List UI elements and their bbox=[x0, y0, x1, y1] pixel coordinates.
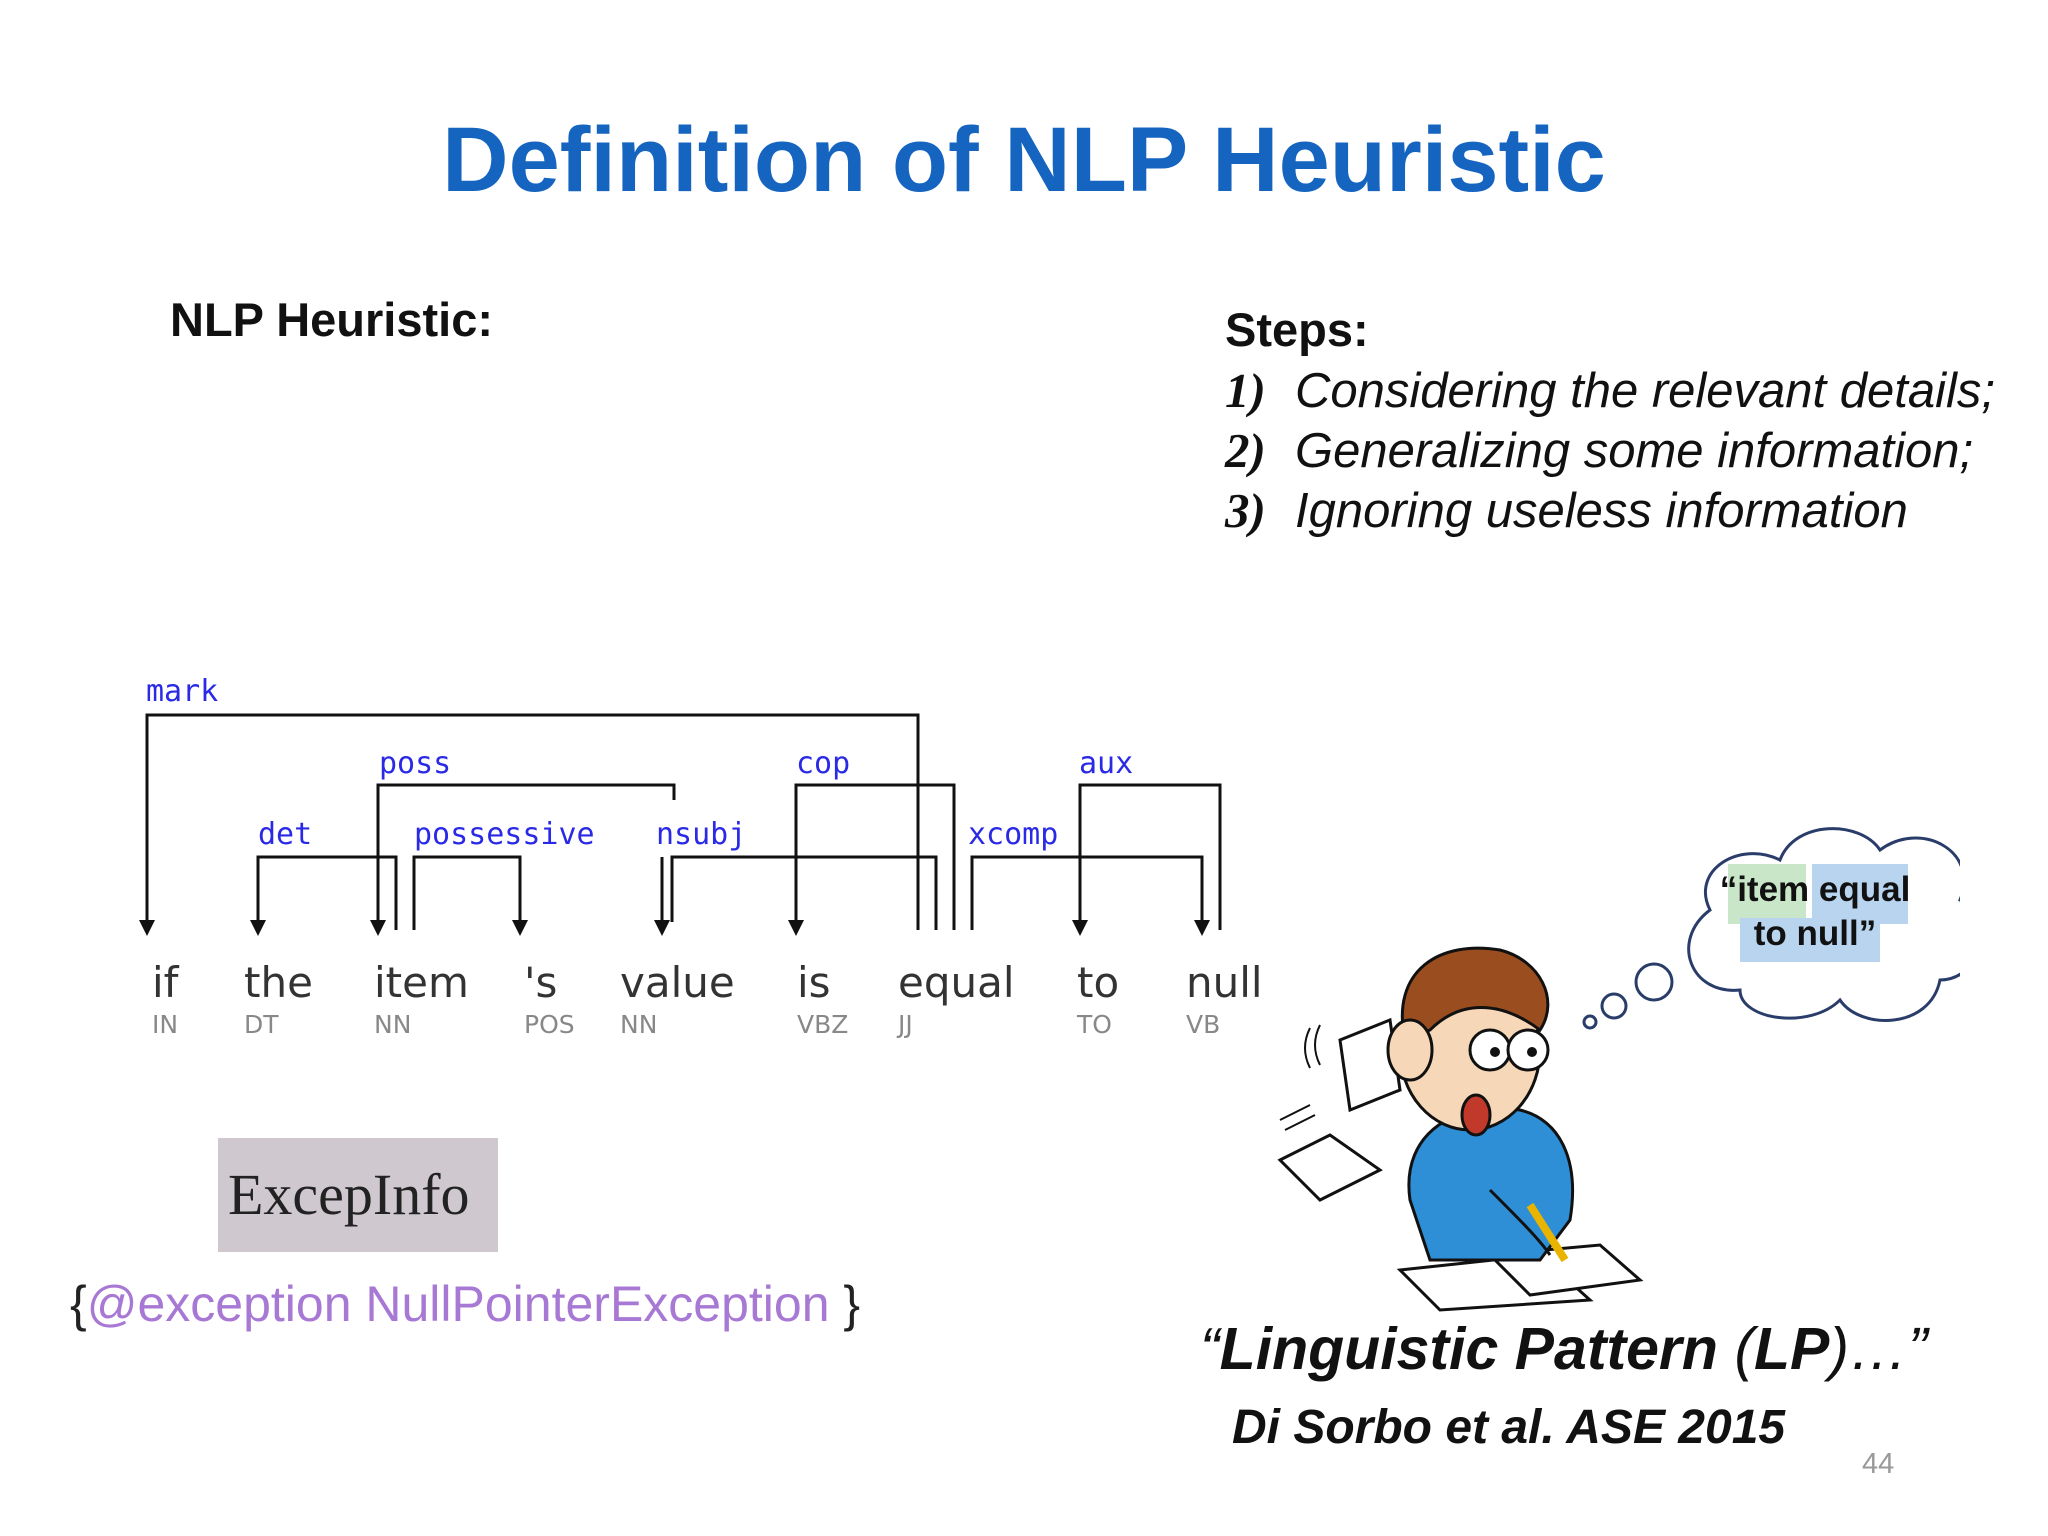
exception-tag-text: @exception NullPointerException bbox=[86, 1276, 830, 1332]
relation-label: possessive bbox=[414, 817, 595, 852]
linguistic-pattern-quote bbox=[1200, 1315, 1928, 1383]
quote-open: “ bbox=[1200, 1316, 1220, 1382]
slide-title: Definition of NLP Heuristic bbox=[442, 109, 1606, 211]
page-number: 44 bbox=[1862, 1448, 1895, 1480]
open-brace: { bbox=[70, 1276, 87, 1332]
step-number: 3) bbox=[1225, 483, 1266, 538]
excepinfo-box: ExcepInfo bbox=[218, 1138, 498, 1252]
step-number: 1) bbox=[1225, 363, 1266, 418]
token-word: is bbox=[797, 958, 831, 1007]
quote-end: )…” bbox=[1829, 1316, 1928, 1382]
step-number: 2) bbox=[1225, 423, 1266, 478]
token-word: value bbox=[620, 958, 735, 1007]
token-word: the bbox=[244, 958, 313, 1007]
close-brace: } bbox=[829, 1276, 861, 1332]
quote-abbr: LP bbox=[1753, 1316, 1830, 1382]
token-tag: DT bbox=[244, 1010, 279, 1039]
step-item bbox=[1225, 482, 1908, 539]
token-tag: JJ bbox=[898, 1010, 913, 1039]
step-text: Generalizing some information; bbox=[1295, 424, 1974, 478]
relation-label: nsubj bbox=[656, 817, 747, 852]
token-tag: NN bbox=[620, 1010, 658, 1039]
token-word: if bbox=[152, 958, 179, 1007]
relation-label: aux bbox=[1079, 746, 1134, 781]
token-tag: VBZ bbox=[797, 1010, 849, 1039]
token-word: 's bbox=[524, 958, 558, 1007]
citation: Di Sorbo et al. ASE 2015 bbox=[1232, 1401, 1786, 1454]
token-word: item bbox=[374, 958, 469, 1007]
step-item bbox=[1225, 422, 1973, 479]
step-text: Ignoring useless information bbox=[1295, 484, 1908, 538]
token-word: null bbox=[1186, 958, 1263, 1007]
token-tag: POS bbox=[524, 1010, 575, 1039]
relation-label: cop bbox=[796, 746, 851, 781]
token-tag: TO bbox=[1077, 1010, 1112, 1039]
nlp-heuristic-heading: NLP Heuristic: bbox=[170, 293, 493, 346]
thought-bubble-text bbox=[1710, 868, 1920, 956]
relation-label: poss bbox=[379, 746, 452, 781]
relation-label: xcomp bbox=[968, 817, 1059, 852]
token-tag: VB bbox=[1186, 1010, 1221, 1039]
thought-line: “item equal bbox=[1719, 870, 1911, 909]
steps-heading: Steps: bbox=[1225, 303, 1369, 356]
token-tag: IN bbox=[152, 1010, 179, 1039]
thought-line: to null” bbox=[1753, 914, 1877, 953]
token-tag: NN bbox=[374, 1010, 412, 1039]
relation-label: mark bbox=[146, 674, 219, 709]
token-word: to bbox=[1077, 958, 1120, 1007]
token-word: equal bbox=[898, 958, 1015, 1007]
step-text: Considering the relevant details; bbox=[1295, 364, 1996, 418]
exception-annotation bbox=[70, 1275, 860, 1333]
quote-mid: ( bbox=[1717, 1316, 1754, 1382]
dependency-parse-diagram bbox=[0, 640, 1300, 1060]
quote-bold: Linguistic Pattern bbox=[1219, 1316, 1718, 1382]
step-item bbox=[1225, 362, 1995, 419]
relation-label: det bbox=[258, 817, 313, 852]
